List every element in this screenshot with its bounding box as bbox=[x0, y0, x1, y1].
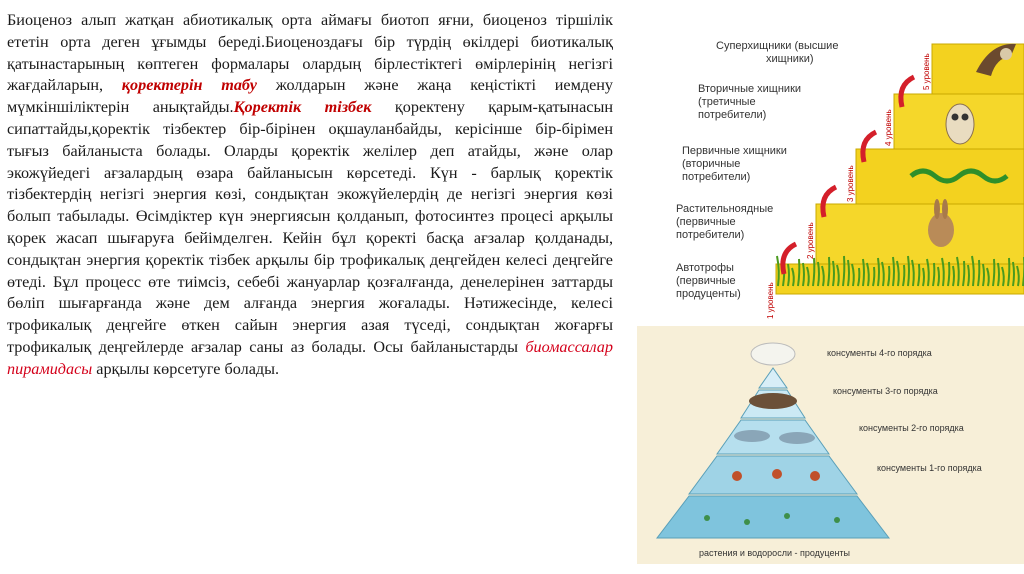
svg-text:Автотрофы(первичныепродуценты) bbox=[676, 262, 741, 300]
seal-icon bbox=[749, 393, 797, 409]
level-2: 2 уровень bbox=[806, 222, 815, 259]
body-text bbox=[7, 10, 613, 381]
paragraph bbox=[7, 10, 613, 381]
level-4: 4 уровень bbox=[884, 109, 893, 146]
level-3: 3 уровень bbox=[846, 165, 855, 202]
label-primary-2: (вторичные bbox=[682, 158, 741, 170]
label-autotrophs-3: продуценты) bbox=[676, 288, 741, 300]
owl-icon bbox=[946, 104, 974, 144]
svg-text:Первичные хищники(вторичныепот bbox=[682, 145, 787, 183]
label-secondary-3: потребители) bbox=[698, 109, 767, 121]
polar-bear-icon bbox=[751, 343, 795, 365]
text-run-3: қоректену қарым-қатынасын сипаттайды,қоректік тізбектер бір-бірінен оқшауланбайды, керісінше бір-бірімен тығыз байланыста болады. Оларды қоректік желілер деп атайды, және олар экожүйедегі ағзалардың өзара байланысын көрсетеді. Күн - барлық қоректік тізбектердің негізгі энергия көзі, сондықтан экожүйелердің де негізгі энергия көзі болып табылады. Өсімдіктер күн энергиясын қолданып, фотосинтез процесі арқылы қорек жасап шығаруға бейімделген. Кейін бұл қоректі басқа ағзалар қолданады, сондықтан энергия қоректік тізбек арқылы бір трофикалық деңгейден келесі деңгейге өтеді. Бұл процесс өте тиімсіз, себебі жануарлар қозғалғанда, денелерінен заттарды бөліп шығарғанда және дем алғанда энергия жоғалады. Нәтижесінде, келесі трофикалық деңгейге өткен сайын энергия азая түседі, сондықтан жоғарғы трофикалық деңгейлерде ағзалар саны аз болады. Осы байланыстарды bbox=[7, 98, 613, 356]
highlight-food-search: қоректерін табу bbox=[121, 76, 257, 95]
trophic-levels-figure bbox=[676, 24, 1024, 322]
label-herbivores-3: потребители) bbox=[676, 229, 745, 241]
label-superpredators-1: Суперхищники (высшие bbox=[716, 40, 839, 52]
text-run-1: Биоценоз алып жатқан абиотикалық орта аймағы биотоп яғни, биоценоз тіршілік ететін орта деген ұғымды береді.Биоценоздағы бір түрдің өкілдері биотикалық қатынастарының көптеген формалары олардың бірлестіктегі өмірлерінің негізгі жағдайларын, bbox=[7, 11, 613, 95]
label-secondary-1: Вторичные хищники bbox=[698, 83, 802, 95]
label-herbivores-2: (первичные bbox=[676, 216, 736, 228]
label-consumers-2: консументы 2-го порядка bbox=[859, 423, 964, 433]
label-herbivores-1: Растительноядные bbox=[676, 203, 774, 215]
marine-pyramid-figure bbox=[637, 326, 1024, 564]
label-autotrophs-1: Автотрофы bbox=[676, 262, 734, 274]
label-primary-1: Первичные хищники bbox=[682, 145, 787, 157]
level-1: 1 уровень bbox=[766, 282, 775, 319]
svg-text:Суперхищники (высшиехищники) bbox=[716, 40, 838, 65]
label-consumers-4: консументы 4-го порядка bbox=[827, 348, 932, 358]
label-superpredators-2: хищники) bbox=[766, 53, 814, 65]
svg-text:Растительноядные(первичныепотр bbox=[676, 203, 773, 241]
level-5: 5 уровень bbox=[922, 53, 931, 90]
text-run-4: арқылы көрсетуге болады. bbox=[96, 359, 280, 378]
label-autotrophs-2: (первичные bbox=[676, 275, 736, 287]
producers-caption: растения и водоросли - продуценты bbox=[699, 548, 851, 558]
label-consumers-3: консументы 3-го порядка bbox=[833, 386, 938, 396]
text-run-2: жолдарын және жаңа кеңістікті иемдену мүмкіншіліктерін анықтайды. bbox=[7, 76, 614, 117]
highlight-food-chain: Қоректік тізбек bbox=[233, 98, 372, 117]
highlight-biomass-pyramid: биомассалар пирамидасы bbox=[7, 337, 613, 378]
label-consumers-1: консументы 1-го порядка bbox=[877, 463, 982, 473]
label-primary-3: потребители) bbox=[682, 171, 751, 183]
svg-text:Вторичные хищники(третичныепот bbox=[698, 83, 801, 121]
label-secondary-2: (третичные bbox=[698, 96, 756, 108]
